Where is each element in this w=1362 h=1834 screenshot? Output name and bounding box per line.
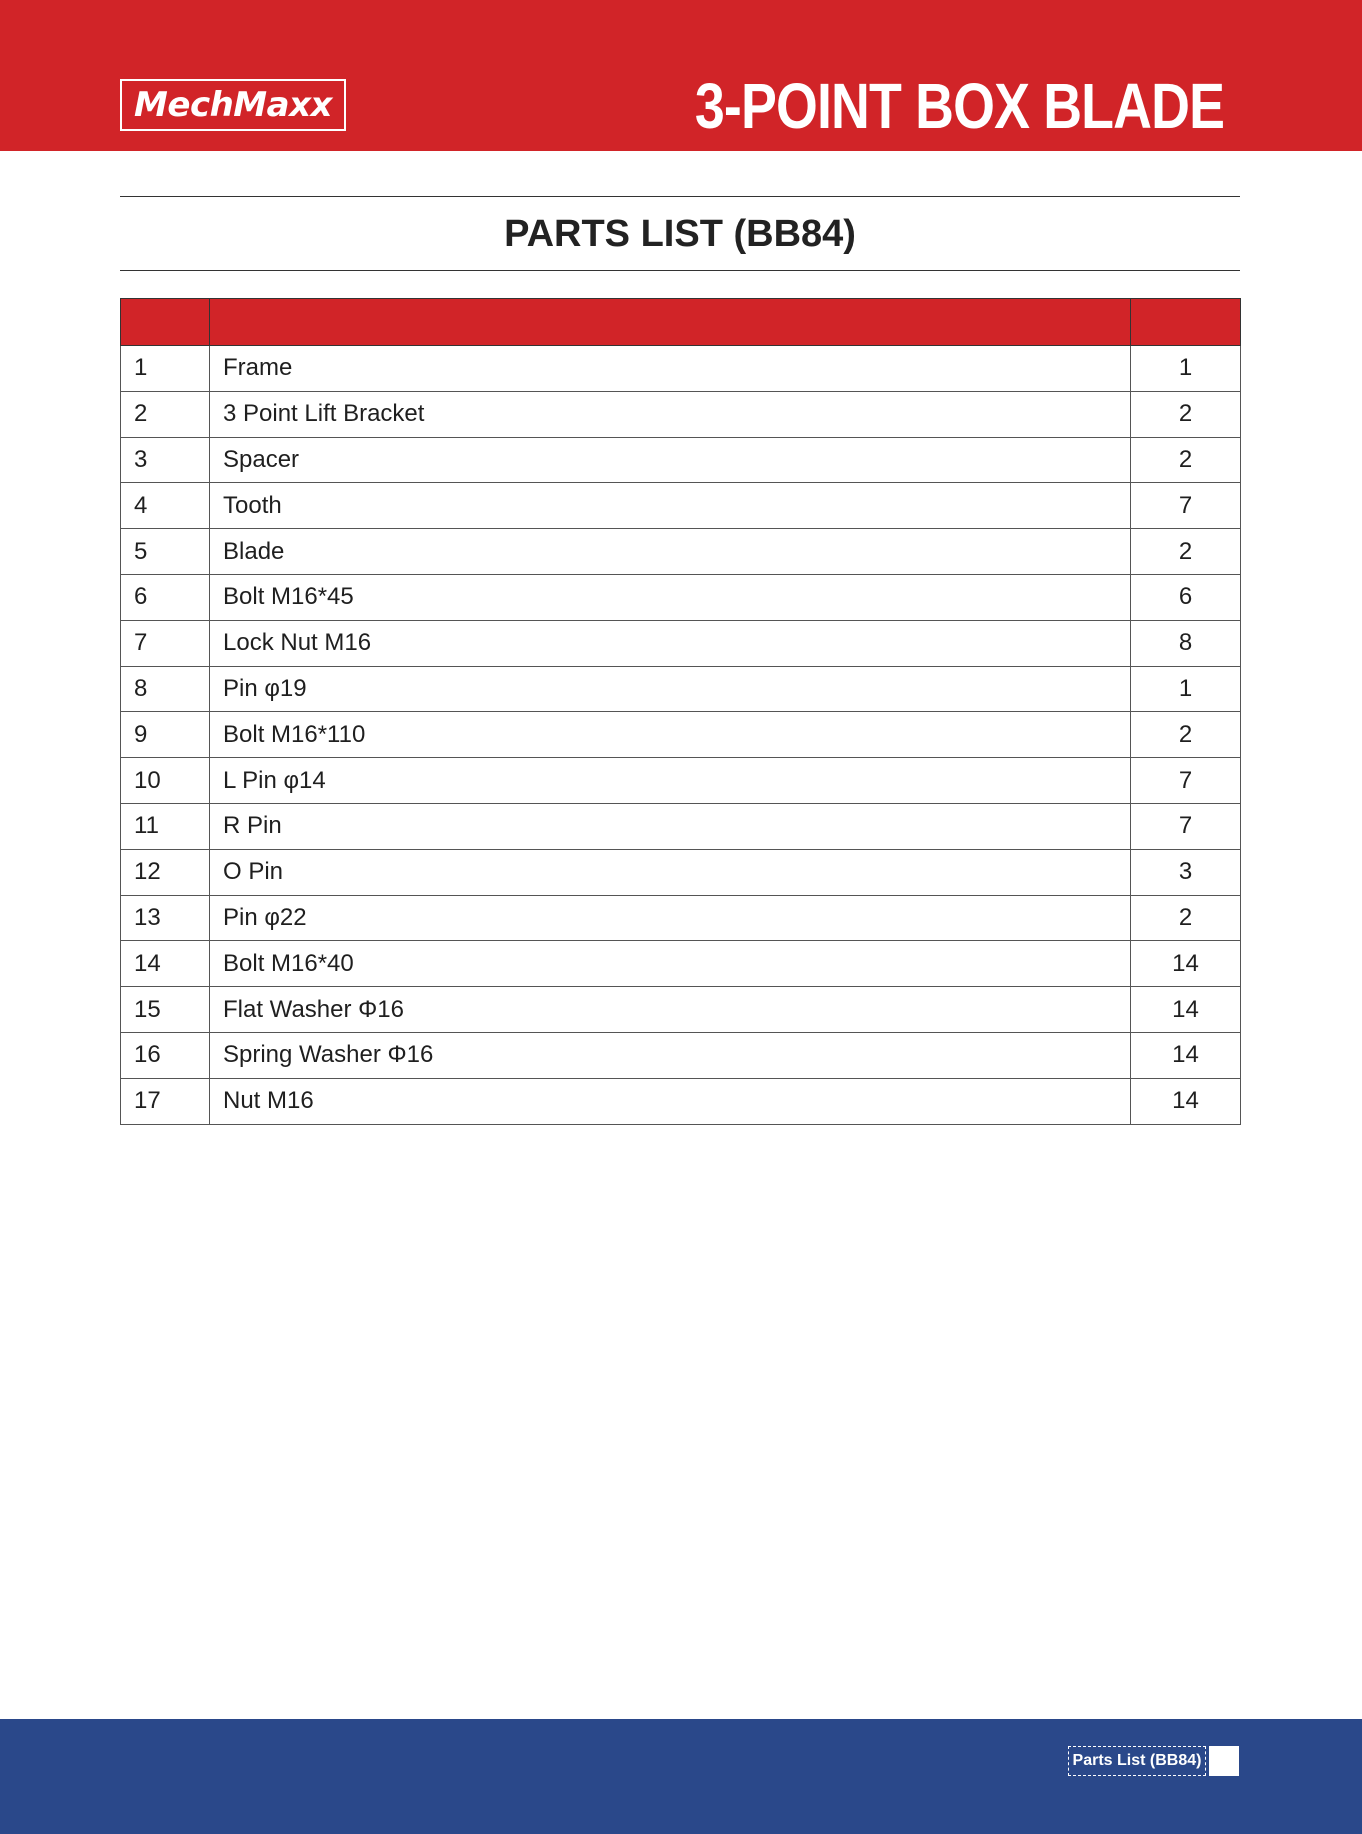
cell-part-quantity: 7 [1131,803,1241,849]
cell-part-description: Frame [210,346,1131,392]
cell-part-description: Nut M16 [210,1078,1131,1124]
cell-part-number: 11 [121,803,210,849]
cell-part-description: Bolt M16*40 [210,941,1131,987]
table-row [121,941,1241,987]
cell-part-description: O Pin [210,849,1131,895]
cell-part-quantity: 2 [1131,437,1241,483]
table-row [121,391,1241,437]
parts-table-header-row [121,299,1241,346]
cell-part-number: 10 [121,758,210,804]
cell-part-description: Bolt M16*45 [210,574,1131,620]
table-row [121,712,1241,758]
cell-part-description: Tooth [210,483,1131,529]
footer-section-tag: Parts List (BB84) [1068,1746,1206,1776]
cell-part-number: 2 [121,391,210,437]
table-row [121,529,1241,575]
table-row [121,574,1241,620]
cell-part-number: 4 [121,483,210,529]
cell-part-number: 7 [121,620,210,666]
section-title-bottom-rule [120,270,1240,271]
table-row [121,483,1241,529]
cell-part-quantity: 7 [1131,483,1241,529]
table-row [121,987,1241,1033]
cell-part-quantity: 7 [1131,758,1241,804]
table-row [121,346,1241,392]
table-row [121,758,1241,804]
table-row [121,849,1241,895]
cell-part-number: 16 [121,1032,210,1078]
table-row [121,1032,1241,1078]
header-cell-name [210,299,1131,346]
cell-part-quantity: 14 [1131,1078,1241,1124]
cell-part-number: 1 [121,346,210,392]
header-cell-no [121,299,210,346]
parts-table [120,298,1241,1125]
cell-part-description: Pin φ19 [210,666,1131,712]
table-row [121,1078,1241,1124]
cell-part-number: 13 [121,895,210,941]
cell-part-number: 3 [121,437,210,483]
section-title-top-rule [120,196,1240,197]
cell-part-quantity: 1 [1131,346,1241,392]
cell-part-description: Pin φ22 [210,895,1131,941]
cell-part-description: Spacer [210,437,1131,483]
table-row [121,620,1241,666]
document-title: 3-POINT BOX BLADE [694,70,1224,142]
header-band [0,0,1362,151]
parts-table-body [121,346,1241,1125]
cell-part-quantity: 2 [1131,712,1241,758]
cell-part-quantity: 2 [1131,391,1241,437]
footer-band [0,1719,1362,1834]
cell-part-quantity: 14 [1131,941,1241,987]
cell-part-quantity: 14 [1131,987,1241,1033]
cell-part-description: L Pin φ14 [210,758,1131,804]
cell-part-description: Spring Washer Φ16 [210,1032,1131,1078]
page-number-box [1209,1746,1239,1776]
cell-part-quantity: 1 [1131,666,1241,712]
cell-part-quantity: 8 [1131,620,1241,666]
cell-part-quantity: 3 [1131,849,1241,895]
cell-part-description: 3 Point Lift Bracket [210,391,1131,437]
cell-part-number: 9 [121,712,210,758]
cell-part-quantity: 6 [1131,574,1241,620]
cell-part-number: 15 [121,987,210,1033]
cell-part-description: R Pin [210,803,1131,849]
table-row [121,895,1241,941]
cell-part-description: Bolt M16*110 [210,712,1131,758]
header-cell-qty [1131,299,1241,346]
cell-part-number: 14 [121,941,210,987]
cell-part-quantity: 14 [1131,1032,1241,1078]
cell-part-number: 17 [121,1078,210,1124]
cell-part-number: 6 [121,574,210,620]
cell-part-number: 8 [121,666,210,712]
cell-part-number: 12 [121,849,210,895]
table-row [121,803,1241,849]
cell-part-description: Flat Washer Φ16 [210,987,1131,1033]
mechmaxx-logo: MechMaxx [120,79,346,131]
cell-part-description: Lock Nut M16 [210,620,1131,666]
section-title: PARTS LIST (BB84) [504,213,856,255]
table-row [121,666,1241,712]
cell-part-description: Blade [210,529,1131,575]
table-row [121,437,1241,483]
cell-part-quantity: 2 [1131,895,1241,941]
cell-part-quantity: 2 [1131,529,1241,575]
cell-part-number: 5 [121,529,210,575]
